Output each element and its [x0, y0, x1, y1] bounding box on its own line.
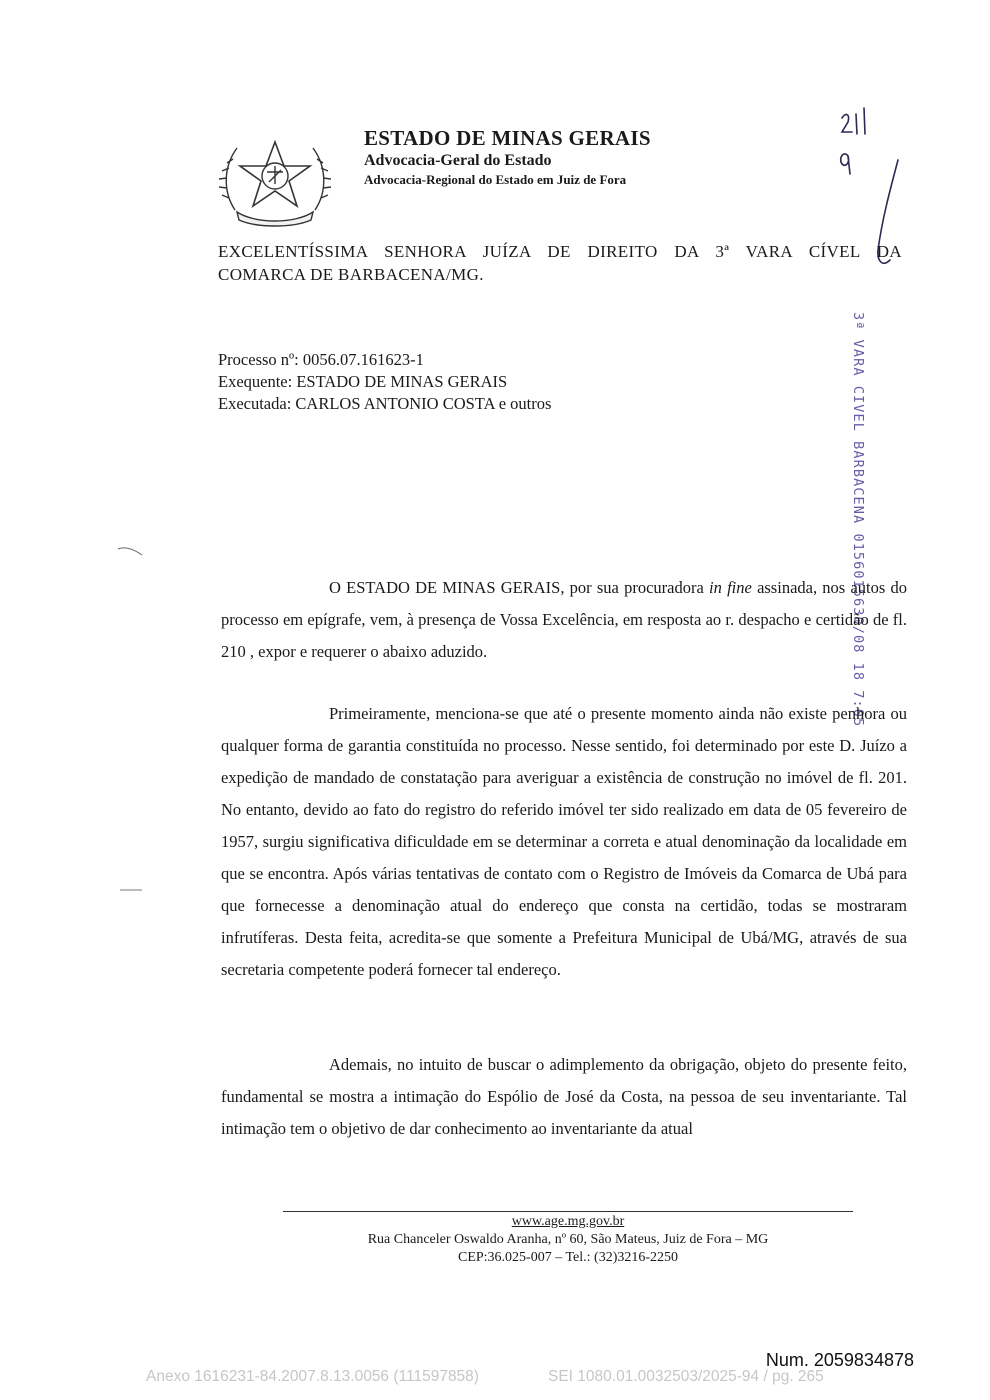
- footer-contact: CEP:36.025-007 – Tel.: (32)3216-2250: [457, 1250, 679, 1265]
- addressee-line-1: EXCELENTÍSSIMA SENHORA JUÍZA DE DIREITO DA 3ª VARA CÍVEL DA: [218, 242, 902, 261]
- header-title: ESTADO DE MINAS GERAIS: [364, 126, 651, 150]
- margin-mark: [118, 882, 144, 886]
- header-subtitle-regional: Advocacia-Regional do Estado em Juiz de Fora: [364, 172, 627, 187]
- footer-address: Rua Chanceler Oswaldo Aranha, nº 60, São Mateus, Juiz de Fora – MG: [367, 1232, 769, 1247]
- paragraph-intro: O ESTADO DE MINAS GERAIS, por sua procuradora in fine assinada, nos autos do processo em epígrafe, vem, à presença de Vossa Excelência, em resposta ao r. despacho e certidão de fl. 210 , expor e requerer o abaixo aduzido.: [221, 578, 908, 661]
- case-debtor: Executada: CARLOS ANTONIO COSTA e outros: [218, 394, 552, 413]
- protocol-stamp-text: 3ª VARA CIVEL BARBACENA 0156015630/08 18 7:05: [850, 312, 866, 728]
- footer-divider: [283, 1211, 853, 1212]
- document-number: Num. 2059834878: [765, 1350, 914, 1370]
- state-coat-of-arms-icon: [215, 132, 335, 227]
- paragraph-first-argument: Primeiramente, menciona-se que até o presente momento ainda não existe penhora ou qualquer forma de garantia constituída no processo. Nesse sentido, foi determinado por este D. Juízo a expedição de mandado de constatação para averiguar a existência de construção no imóvel de fl. 201. No entanto, devido ao fato do registro do referido imóvel ter sido realizado em data de 05 fevereiro de 1957, surgiu significativa dificuldade em se determinar a correta e atual denominação da localidade em que se encontra. Após várias tentativas de contato com o Registro de Imóveis da Comarca de Ubá para que fornecesse a denominação atual do endereço que consta na certidão, todas se mostraram infrutíferas. Desta feita, acredita-se que somente a Prefeitura Municipal de Ubá/MG, através de sua secretaria competente poderá fornecer tal endereço.: [221, 704, 907, 979]
- sei-reference: SEI 1080.01.0032503/2025-94 / pg. 265: [548, 1368, 824, 1385]
- footer-website-link[interactable]: www.age.mg.gov.br: [511, 1214, 625, 1229]
- annex-reference: Anexo 1616231-84.2007.8.13.0056 (111597858): [146, 1368, 479, 1385]
- header-subtitle: Advocacia-Geral do Estado: [364, 152, 552, 169]
- case-creditor: Exequente: ESTADO DE MINAS GERAIS: [218, 372, 508, 391]
- margin-mark: [116, 544, 142, 548]
- case-number: Processo nº: 0056.07.161623-1: [218, 350, 424, 369]
- paragraph-second-argument: Ademais, no intuito de buscar o adimplemento da obrigação, objeto do presente feito, fundamental se mostra a intimação do Espólio de José da Costa, na pessoa de seu inventariante. Tal intimação tem o objetivo de dar conhecimento ao inventariante da atual: [221, 1055, 907, 1138]
- addressee-line-2: COMARCA DE BARBACENA/MG.: [218, 265, 484, 284]
